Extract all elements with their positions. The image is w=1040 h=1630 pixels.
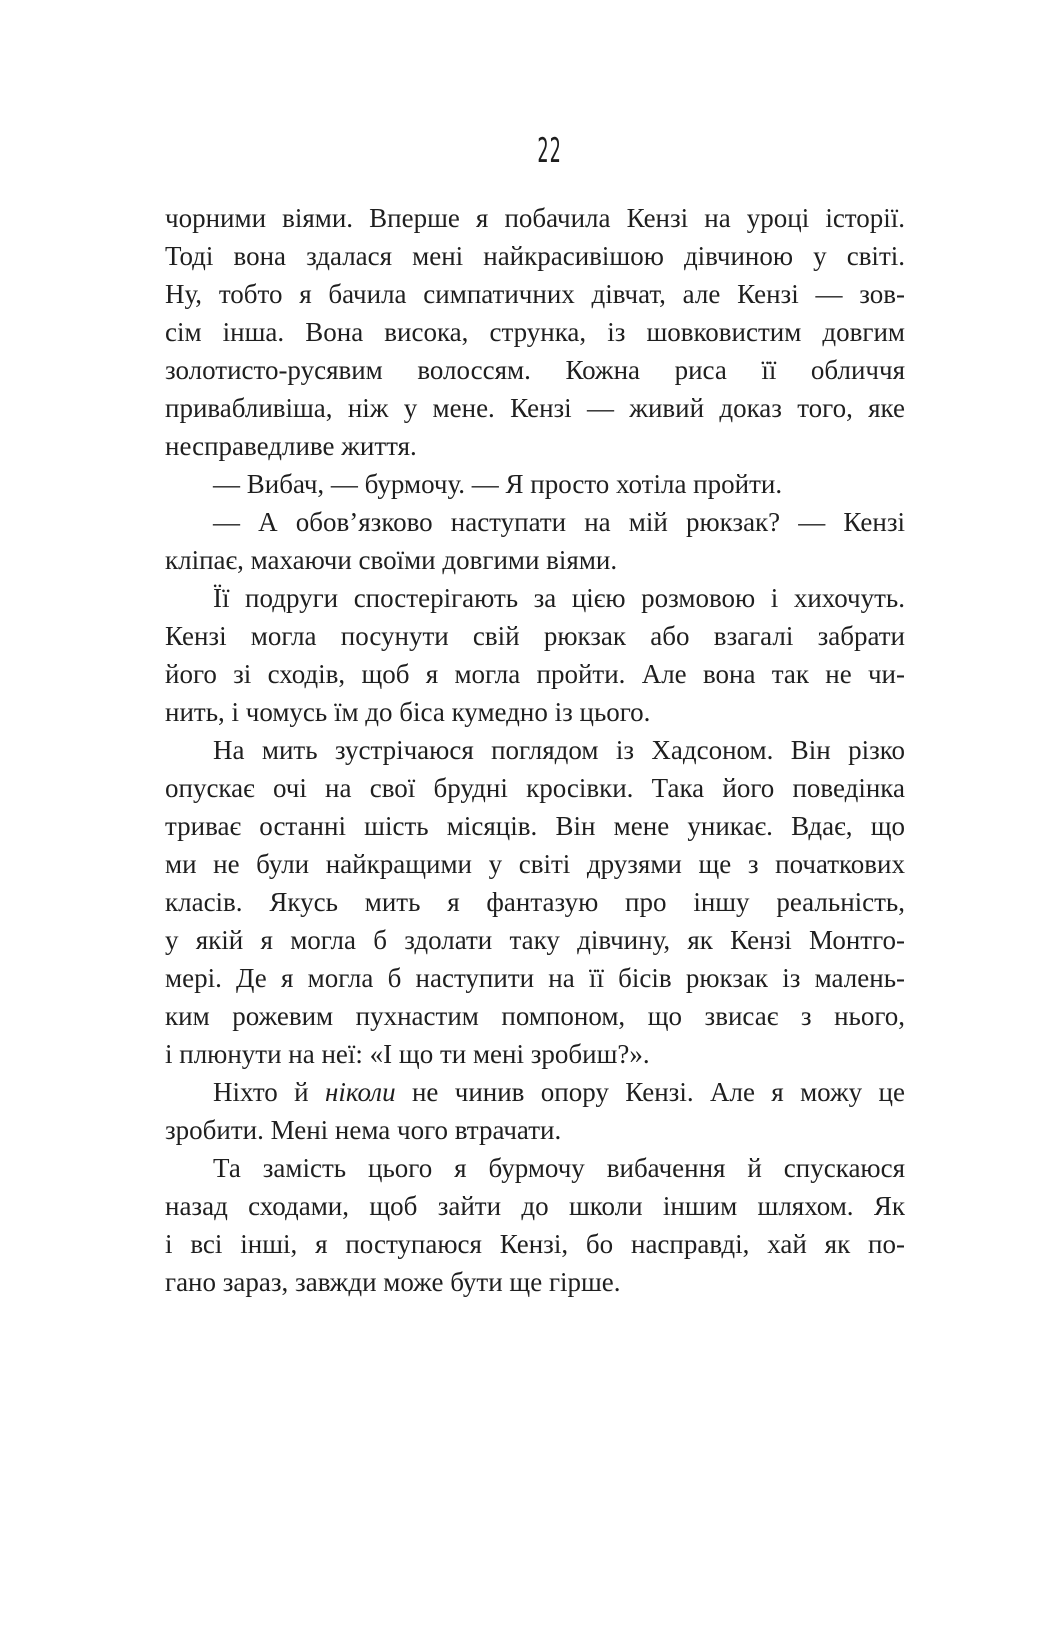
text-run: кліпає, махаючи своїми довгими віями.	[165, 545, 618, 575]
text-line	[165, 769, 905, 807]
text-line	[165, 389, 905, 427]
text-run: чорними віями. Вперше я побачила Кензі на уроці історії.	[165, 203, 905, 233]
text-line	[165, 1149, 905, 1187]
text-line	[165, 883, 905, 921]
text-run: На мить зустрічаюся поглядом із Хадсоном. Він різко	[213, 735, 905, 765]
text-line	[165, 959, 905, 997]
text-run: назад сходами, щоб зайти до школи іншим шляхом. Як	[165, 1191, 905, 1221]
text-line	[165, 427, 905, 465]
text-run: Та замість цього я бурмочу вибачення й спускаюся	[213, 1153, 905, 1183]
text-run: сім інша. Вона висока, струнка, із шовковистим довгим	[165, 317, 905, 347]
text-line	[165, 351, 905, 389]
text-line	[165, 807, 905, 845]
text-run: — Вибач, — бурмочу. — Я просто хотіла пройти.	[213, 469, 783, 499]
text-line	[165, 503, 905, 541]
text-run: його зі сходів, щоб я могла пройти. Але вона так не чи-	[165, 659, 905, 689]
text-run: зробити. Мені нема чого втрачати.	[165, 1115, 562, 1145]
text-run: опускає очі на свої брудні кросівки. Така його поведінка	[165, 773, 905, 803]
text-run: Тоді вона здалася мені найкрасивішою дівчиною у світі.	[165, 241, 905, 271]
italic-text-run: ніколи	[324, 1077, 396, 1107]
text-run: привабливіша, ніж у мене. Кензі — живий доказ того, яке	[165, 393, 905, 423]
text-run: несправедливе життя.	[165, 431, 417, 461]
text-line	[165, 997, 905, 1035]
text-line	[165, 579, 905, 617]
page-number	[440, 131, 660, 171]
text-line	[165, 275, 905, 313]
text-line	[165, 921, 905, 959]
text-run: і всі інші, я поступаюся Кензі, бо насправді, хай як по-	[165, 1229, 905, 1259]
text-run: ким рожевим пухнастим помпоном, що звисає з нього,	[165, 1001, 905, 1031]
text-run: класів. Якусь мить я фантазую про іншу реальність,	[165, 887, 905, 917]
text-run: мері. Де я могла б наступити на її бісів рюкзак із малень-	[165, 963, 905, 993]
text-line	[165, 1263, 905, 1301]
text-line	[165, 845, 905, 883]
text-line	[165, 237, 905, 275]
text-line	[165, 1035, 905, 1073]
text-run: у якій я могла б здолати таку дівчину, як Кензі Монтго-	[165, 925, 905, 955]
text-run: Кензі могла посунути свій рюкзак або взагалі забрати	[165, 621, 905, 651]
text-run: Її подруги спостерігають за цією розмовою і хихочуть.	[213, 583, 905, 613]
text-run: і плюнути на неї: «І що ти мені зробиш?».	[165, 1039, 650, 1069]
text-line	[165, 1187, 905, 1225]
text-line	[165, 1073, 905, 1111]
text-run: — А обов’язково наступати на мій рюкзак? — Кензі	[213, 507, 905, 537]
text-line	[165, 1111, 905, 1149]
text-run: гано зараз, завжди може бути ще гірше.	[165, 1267, 621, 1297]
text-run: не чинив опору Кензі. Але я можу це	[395, 1077, 905, 1107]
text-run: Ну, тобто я бачила симпатичних дівчат, але Кензі — зов-	[165, 279, 905, 309]
text-line	[165, 313, 905, 351]
text-line	[165, 693, 905, 731]
text-run: нить, і чомусь їм до біса кумедно із цього.	[165, 697, 651, 727]
text-line	[165, 655, 905, 693]
text-run: золотисто-русявим волоссям. Кожна риса її обличчя	[165, 355, 905, 385]
text-run: Ніхто й	[213, 1077, 325, 1107]
text-block	[165, 199, 905, 1301]
text-run: ми не були найкращими у світі друзями ще з початкових	[165, 849, 905, 879]
text-line	[165, 617, 905, 655]
page-number-value: 22	[537, 131, 563, 171]
text-line	[165, 541, 905, 579]
text-line	[165, 465, 905, 503]
text-line	[165, 199, 905, 237]
text-run: триває останні шість місяців. Він мене уникає. Вдає, що	[165, 811, 905, 841]
text-line	[165, 731, 905, 769]
text-line	[165, 1225, 905, 1263]
